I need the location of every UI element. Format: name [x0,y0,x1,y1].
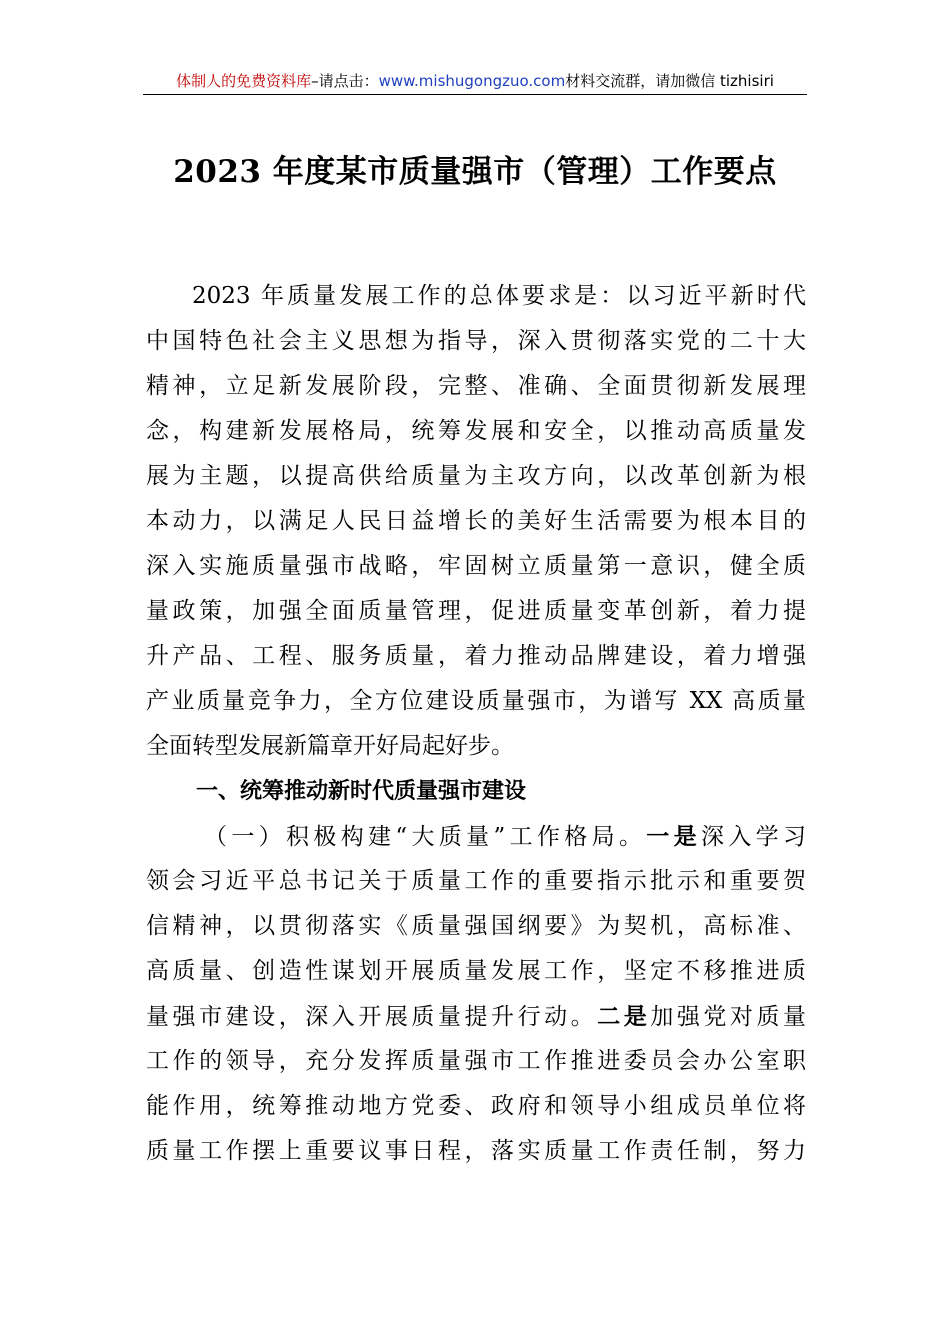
point-text: 深入学习 [700,824,807,850]
body-line: 展为主题，以提高供给质量为主攻方向，以改革创新为根 [146,463,806,489]
point-text: 加强党对质量 [650,1004,807,1030]
body-line: 全面转型发展新篇章开好局起好步。 [146,733,514,759]
body-line: 量政策，加强全面质量管理，促进质量变革创新，着力提 [146,598,806,624]
subsection-label: （一）积极构建“大质量”工作格局。 [204,824,647,850]
click-prompt: –请点击： [311,72,379,90]
site-name: 体制人的免费资料库 [176,72,312,90]
point-marker: 二是 [597,1003,651,1030]
body-line: 升产品、工程、服务质量，着力推动品牌建设，着力增强 [146,643,806,669]
body-line-with-marker [146,994,806,1039]
body-line: 精神，立足新发展阶段，完整、准确、全面贯彻新发展理 [146,373,806,399]
body-line: 质量工作摆上重要议事日程，落实质量工作责任制，努力 [146,1138,806,1164]
body-line: 2023 年质量发展工作的总体要求是：以习近平新时代 [192,283,806,309]
point-marker: 一是 [646,823,701,850]
body-line: 产业质量竞争力，全方位建设质量强市，为谱写 XX 高质量 [146,688,806,714]
body-line: 信精神，以贯彻落实《质量强国纲要》为契机，高标准、 [146,913,806,939]
body-line: 深入实施质量强市战略，牢固树立质量第一意识，健全质 [146,553,806,579]
contact-info: 材料交流群，请加微信 tizhisiri [565,72,774,90]
body-line: 领会习近平总书记关于质量工作的重要指示批示和重要贺 [146,868,806,894]
document-title: 2023 年度某市质量强市（管理）工作要点 [173,154,777,190]
body-line: 本动力，以满足人民日益增长的美好生活需要为根本目的 [146,508,806,534]
page-header [143,70,807,95]
body-line: 工作的领导，充分发挥质量强市工作推进委员会办公室职 [146,1048,806,1074]
body-line: 高质量、创造性谋划开展质量发展工作，坚定不移推进质 [146,958,806,984]
document-body [146,274,806,1174]
subsection-first-line [146,814,806,859]
body-line: 念，构建新发展格局，统筹发展和安全，以推动高质量发 [146,418,806,444]
section-heading: 一、统筹推动新时代质量强市建设 [196,779,527,804]
body-line: 中国特色社会主义思想为指导，深入贯彻落实党的二十大 [146,328,806,354]
body-line: 能作用，统筹推动地方党委、政府和领导小组成员单位将 [146,1093,806,1119]
point-text: 量强市建设，深入开展质量提升行动。 [146,1004,598,1030]
site-url-link[interactable]: www.mishugongzuo.com [378,72,566,90]
